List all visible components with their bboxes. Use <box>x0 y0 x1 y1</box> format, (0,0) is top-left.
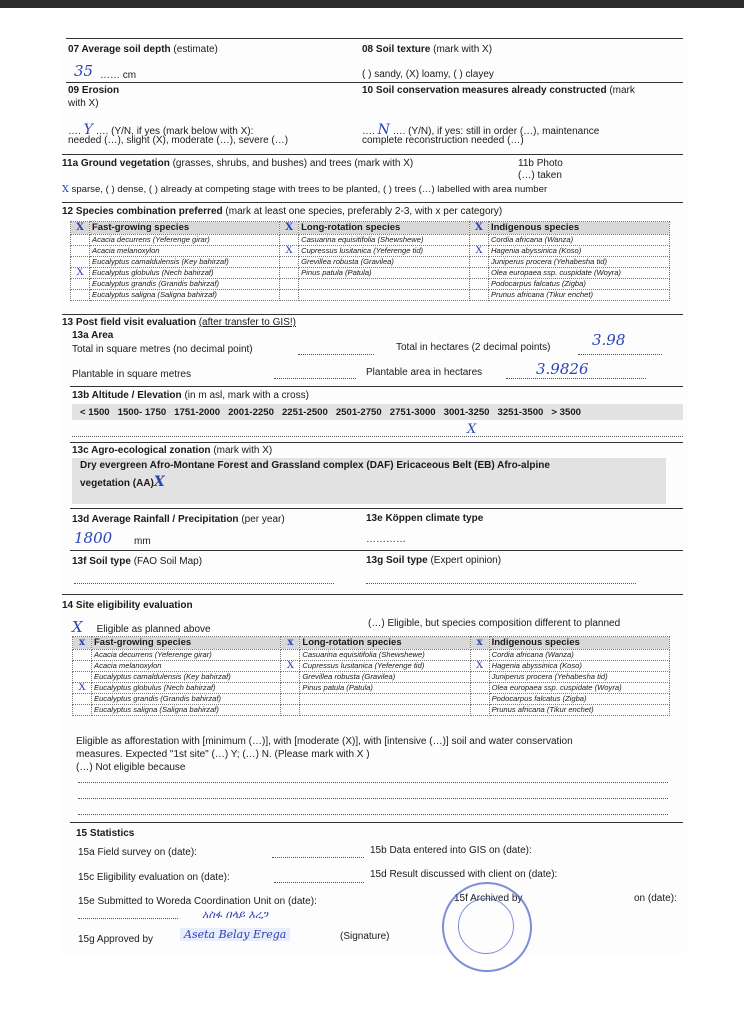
form-page <box>62 38 687 954</box>
table-row <box>73 650 670 661</box>
species-cell: Cupressus lusitanica (Yeferenge tid) <box>300 661 470 672</box>
table-row <box>71 246 670 257</box>
s07-value: 35 <box>74 62 94 80</box>
s13d-label: 13d Average Rainfall / Precipitation (per year) <box>72 514 285 525</box>
column-header: x <box>470 637 489 650</box>
table-row <box>73 661 670 672</box>
s13a-plant-ha-value: 3.9826 <box>536 360 589 378</box>
mark-cell: X <box>470 661 489 672</box>
species-cell: Cordia africana (Wanza) <box>489 650 669 661</box>
mark-cell <box>470 683 489 694</box>
s08-label: 08 Soil texture (mark with X) <box>362 44 493 55</box>
scan-edge <box>0 0 744 8</box>
s13f-label: 13f Soil type (FAO Soil Map) <box>72 556 203 567</box>
s13a-plant-ha: Plantable area in hectares <box>366 367 483 378</box>
s14-opt1: X Eligible as planned above <box>72 618 211 636</box>
mark-cell <box>281 694 300 705</box>
mark-cell <box>469 257 488 268</box>
species-cell: Hagenia abyssinica (Koso) <box>489 661 669 672</box>
signature-label: (Signature) <box>340 931 390 942</box>
altitude-class: 2751-3000 <box>389 407 436 418</box>
s13a-label: 13a Area <box>72 330 114 341</box>
s13g-label: 13g Soil type (Expert opinion) <box>366 555 502 566</box>
s13b-label: 13b Altitude / Elevation (in m asl, mark with a cross) <box>72 390 309 401</box>
species-cell: Grevillea robusta (Gravilea) <box>300 672 470 683</box>
mark-cell <box>281 705 300 716</box>
s09-line2: needed (…), slight (X), moderate (…), severe (…) <box>68 135 289 146</box>
mark-cell <box>280 268 299 279</box>
species-cell <box>300 705 470 716</box>
altitude-class: 2001-2250 <box>228 407 274 418</box>
species-cell: Acacia decurrens (Yeferenge girar) <box>90 235 280 246</box>
s13c-label: 13c Agro-ecological zonation (mark with X) <box>72 445 273 456</box>
s10-line1: …. N …. (Y/N), if yes: still in order (…), maintenance <box>362 122 600 138</box>
mark-cell <box>281 650 300 661</box>
species-cell: Cupressus lusitanica (Yeferenge tid) <box>299 246 470 257</box>
species-cell: Casuarina equisitifolia (Shewshewe) <box>300 650 470 661</box>
s09-label: 09 Erosion <box>68 85 120 96</box>
mark-cell <box>470 705 489 716</box>
species-cell: Casuarina equisitifolia (Shewshewe) <box>299 235 470 246</box>
s09-hint2: with X) <box>68 98 99 109</box>
species-cell: Acacia decurrens (Yeferenge girar) <box>92 650 281 661</box>
s11a-line: X sparse, ( ) dense, ( ) already at competing stage with trees to be planted, ( ) trees (…) labelled with area number <box>62 184 548 195</box>
mark-cell <box>280 279 299 290</box>
s13d-value: 1800 <box>74 529 113 547</box>
species-cell: Prunus africana (Tikur enchet) <box>488 290 669 301</box>
s15b: 15b Data entered into GIS on (date): <box>370 845 532 856</box>
table-header <box>71 222 670 235</box>
table-row <box>73 683 670 694</box>
species-cell: Olea europaea ssp. cuspidate (Woyra) <box>489 683 669 694</box>
mark-cell <box>73 694 92 705</box>
altitude-class: 3251-3500 <box>497 407 544 418</box>
mark-cell <box>73 661 92 672</box>
table-row <box>71 257 670 268</box>
mark-cell <box>281 672 300 683</box>
s11a-label: 11a Ground vegetation (grasses, shrubs, and bushes) and trees (mark with X) <box>62 158 414 169</box>
species-cell <box>299 290 470 301</box>
mark-cell <box>73 672 92 683</box>
s14b-line2: measures. Expected "1st site" (…) Y; (…) N. (Please mark with X ) <box>76 749 370 760</box>
mark-cell <box>71 290 90 301</box>
column-header: Fast-growing species <box>90 222 280 235</box>
column-header: Fast-growing species <box>92 637 281 650</box>
table-row <box>71 268 670 279</box>
altitude-class: 2251-2500 <box>281 407 328 418</box>
altitude-class: 1500- 1750 <box>117 407 167 418</box>
column-header: Indigenous species <box>489 637 669 650</box>
species-cell: Eucalyptus saligna (Saligna bahirzaf) <box>92 705 281 716</box>
s13a-total-ha-value: 3.98 <box>592 331 626 349</box>
species-cell: Podocarpus falcatus (Zigba) <box>488 279 669 290</box>
s15c: 15c Eligibility evaluation on (date): <box>78 872 230 883</box>
species-cell <box>299 279 470 290</box>
column-header: Long-rotation species <box>299 222 470 235</box>
table-row <box>73 694 670 705</box>
column-header: x <box>73 637 92 650</box>
species-cell: Eucalyptus saligna (Saligna bahirzaf) <box>90 290 280 301</box>
mark-cell <box>469 268 488 279</box>
mark-cell <box>470 694 489 705</box>
species-cell <box>300 694 470 705</box>
species-cell: Hagenia abyssinica (Koso) <box>488 246 669 257</box>
s13e-fill: ………… <box>366 534 406 545</box>
s13c-line1: Dry evergreen Afro-Montane Forest and Grassland complex (DAF) Ericaceous Belt (EB) Afro-alpine <box>80 460 550 471</box>
column-header: Long-rotation species <box>300 637 470 650</box>
species-cell: Juniperus procera (Yehabesha tid) <box>488 257 669 268</box>
species-cell: Grevillea robusta (Gravilea) <box>299 257 470 268</box>
s15d: 15d Result discussed with client on (date): <box>370 869 558 880</box>
s13a-total-ha: Total in hectares (2 decimal points) <box>396 342 551 353</box>
s08-options: ( ) sandy, (X) loamy, ( ) clayey <box>362 69 494 80</box>
table-row <box>71 290 670 301</box>
s14b-line3: (…) Not eligible because <box>76 762 186 773</box>
table-row <box>73 672 670 683</box>
official-stamp <box>442 882 532 972</box>
approver-name: Aseta Belay Erega <box>180 928 290 941</box>
mark-cell <box>281 683 300 694</box>
s12-label: 12 Species combination preferred (mark at least one species, preferably 2-3, with x per category) <box>62 206 503 217</box>
table-row <box>71 279 670 290</box>
mark-cell <box>280 257 299 268</box>
mark-cell <box>71 257 90 268</box>
altitude-class: > 3500 <box>551 407 582 418</box>
table-row <box>71 235 670 246</box>
mark-cell <box>71 246 90 257</box>
s13a-plant-m2: Plantable in square metres <box>72 369 191 380</box>
approver-amharic: አስፋ በላይ እረጋ <box>202 908 268 921</box>
altitude-class: 2501-2750 <box>335 407 382 418</box>
species-cell: Eucalyptus camaldulensis (Key bahirzaf) <box>92 672 281 683</box>
s11b-sub: (…) taken <box>518 170 562 181</box>
mark-cell <box>280 290 299 301</box>
s10-label: 10 Soil conservation measures already constructed (mark <box>362 85 635 96</box>
species-cell: Eucalyptus camaldulensis (Key bahirzaf) <box>90 257 280 268</box>
mark-cell <box>71 235 90 246</box>
mark-cell <box>469 235 488 246</box>
s14-label: 14 Site eligibility evaluation <box>62 600 193 611</box>
species-table-b <box>72 636 670 716</box>
s13d-unit: mm <box>134 536 151 547</box>
altitude-row <box>76 407 585 418</box>
mark-cell <box>469 290 488 301</box>
column-header: X <box>71 222 90 235</box>
mark-cell <box>470 672 489 683</box>
mark-cell <box>280 235 299 246</box>
column-header: X <box>280 222 299 235</box>
species-cell: Olea europaea ssp. cuspidate (Woyra) <box>488 268 669 279</box>
s13a-total-m2: Total in square metres (no decimal point) <box>72 344 253 355</box>
s10-line2: complete reconstruction needed (…) <box>362 135 524 146</box>
column-header: x <box>281 637 300 650</box>
s13c-line2: vegetation (AA)X <box>80 474 165 490</box>
altitude-class: 3001-3250 <box>443 407 490 418</box>
mark-cell <box>470 650 489 661</box>
altitude-class: 1751-2000 <box>174 407 221 418</box>
species-cell: Podocarpus falcatus (Zigba) <box>489 694 669 705</box>
column-header: Indigenous species <box>488 222 669 235</box>
s11b-label: 11b Photo <box>518 158 563 169</box>
species-cell: Acacia melanoxylon <box>92 661 281 672</box>
s15e: 15e Submitted to Woreda Coordination Unit on (date): <box>78 896 317 907</box>
s14b-line1: Eligible as afforestation with [minimum (…)], with [moderate (X)], with [intensive (…)] soil and water conservation <box>76 736 573 747</box>
species-cell: Prunus africana (Tikur enchet) <box>489 705 669 716</box>
s15f: 15f Archived by <box>454 893 523 904</box>
mark-cell <box>73 650 92 661</box>
column-header: X <box>469 222 488 235</box>
mark-cell: X <box>469 246 488 257</box>
s07-label: 07 Average soil depth (estimate) <box>68 44 218 55</box>
mark-cell <box>73 705 92 716</box>
s09-value-line: …. Y …. (Y/N, if yes (mark below with X): <box>68 122 254 138</box>
mark-cell <box>71 279 90 290</box>
s15f-tail: on (date): <box>634 893 677 904</box>
s15g: 15g Approved by <box>78 934 154 945</box>
mark-cell: X <box>280 246 299 257</box>
s14-opt2: (…) Eligible, but species composition different to planned <box>368 618 621 629</box>
species-cell: Cordia africana (Wanza) <box>488 235 669 246</box>
species-cell: Pinus patula (Patula) <box>300 683 470 694</box>
s13e-label: 13e Köppen climate type <box>366 513 484 524</box>
species-cell: Pinus patula (Patula) <box>299 268 470 279</box>
altitude-class: < 1500 <box>80 407 110 418</box>
species-cell: Acacia melanoxylon <box>90 246 280 257</box>
species-cell: Eucalyptus globulus (Nech bahirzaf) <box>90 268 280 279</box>
mark-cell: X <box>73 683 92 694</box>
species-cell: Eucalyptus grandis (Grandis bahirzaf) <box>90 279 280 290</box>
table-header <box>73 637 670 650</box>
s07-unit: …… cm <box>100 70 137 81</box>
s13-label: 13 Post field visit evaluation (after transfer to GIS!) <box>62 317 296 328</box>
species-cell: Eucalyptus grandis (Grandis bahirzaf) <box>92 694 281 705</box>
table-row <box>73 705 670 716</box>
mark-cell <box>469 279 488 290</box>
s15a: 15a Field survey on (date): <box>78 847 197 858</box>
species-table-a <box>70 221 670 301</box>
mark-cell: X <box>281 661 300 672</box>
mark-cell: X <box>71 268 90 279</box>
s13b-mark: X <box>467 422 477 437</box>
species-cell: Juniperus procera (Yehabesha tid) <box>489 672 669 683</box>
s15-label: 15 Statistics <box>76 828 135 839</box>
species-cell: Eucalyptus globulus (Nech bahirzaf) <box>92 683 281 694</box>
